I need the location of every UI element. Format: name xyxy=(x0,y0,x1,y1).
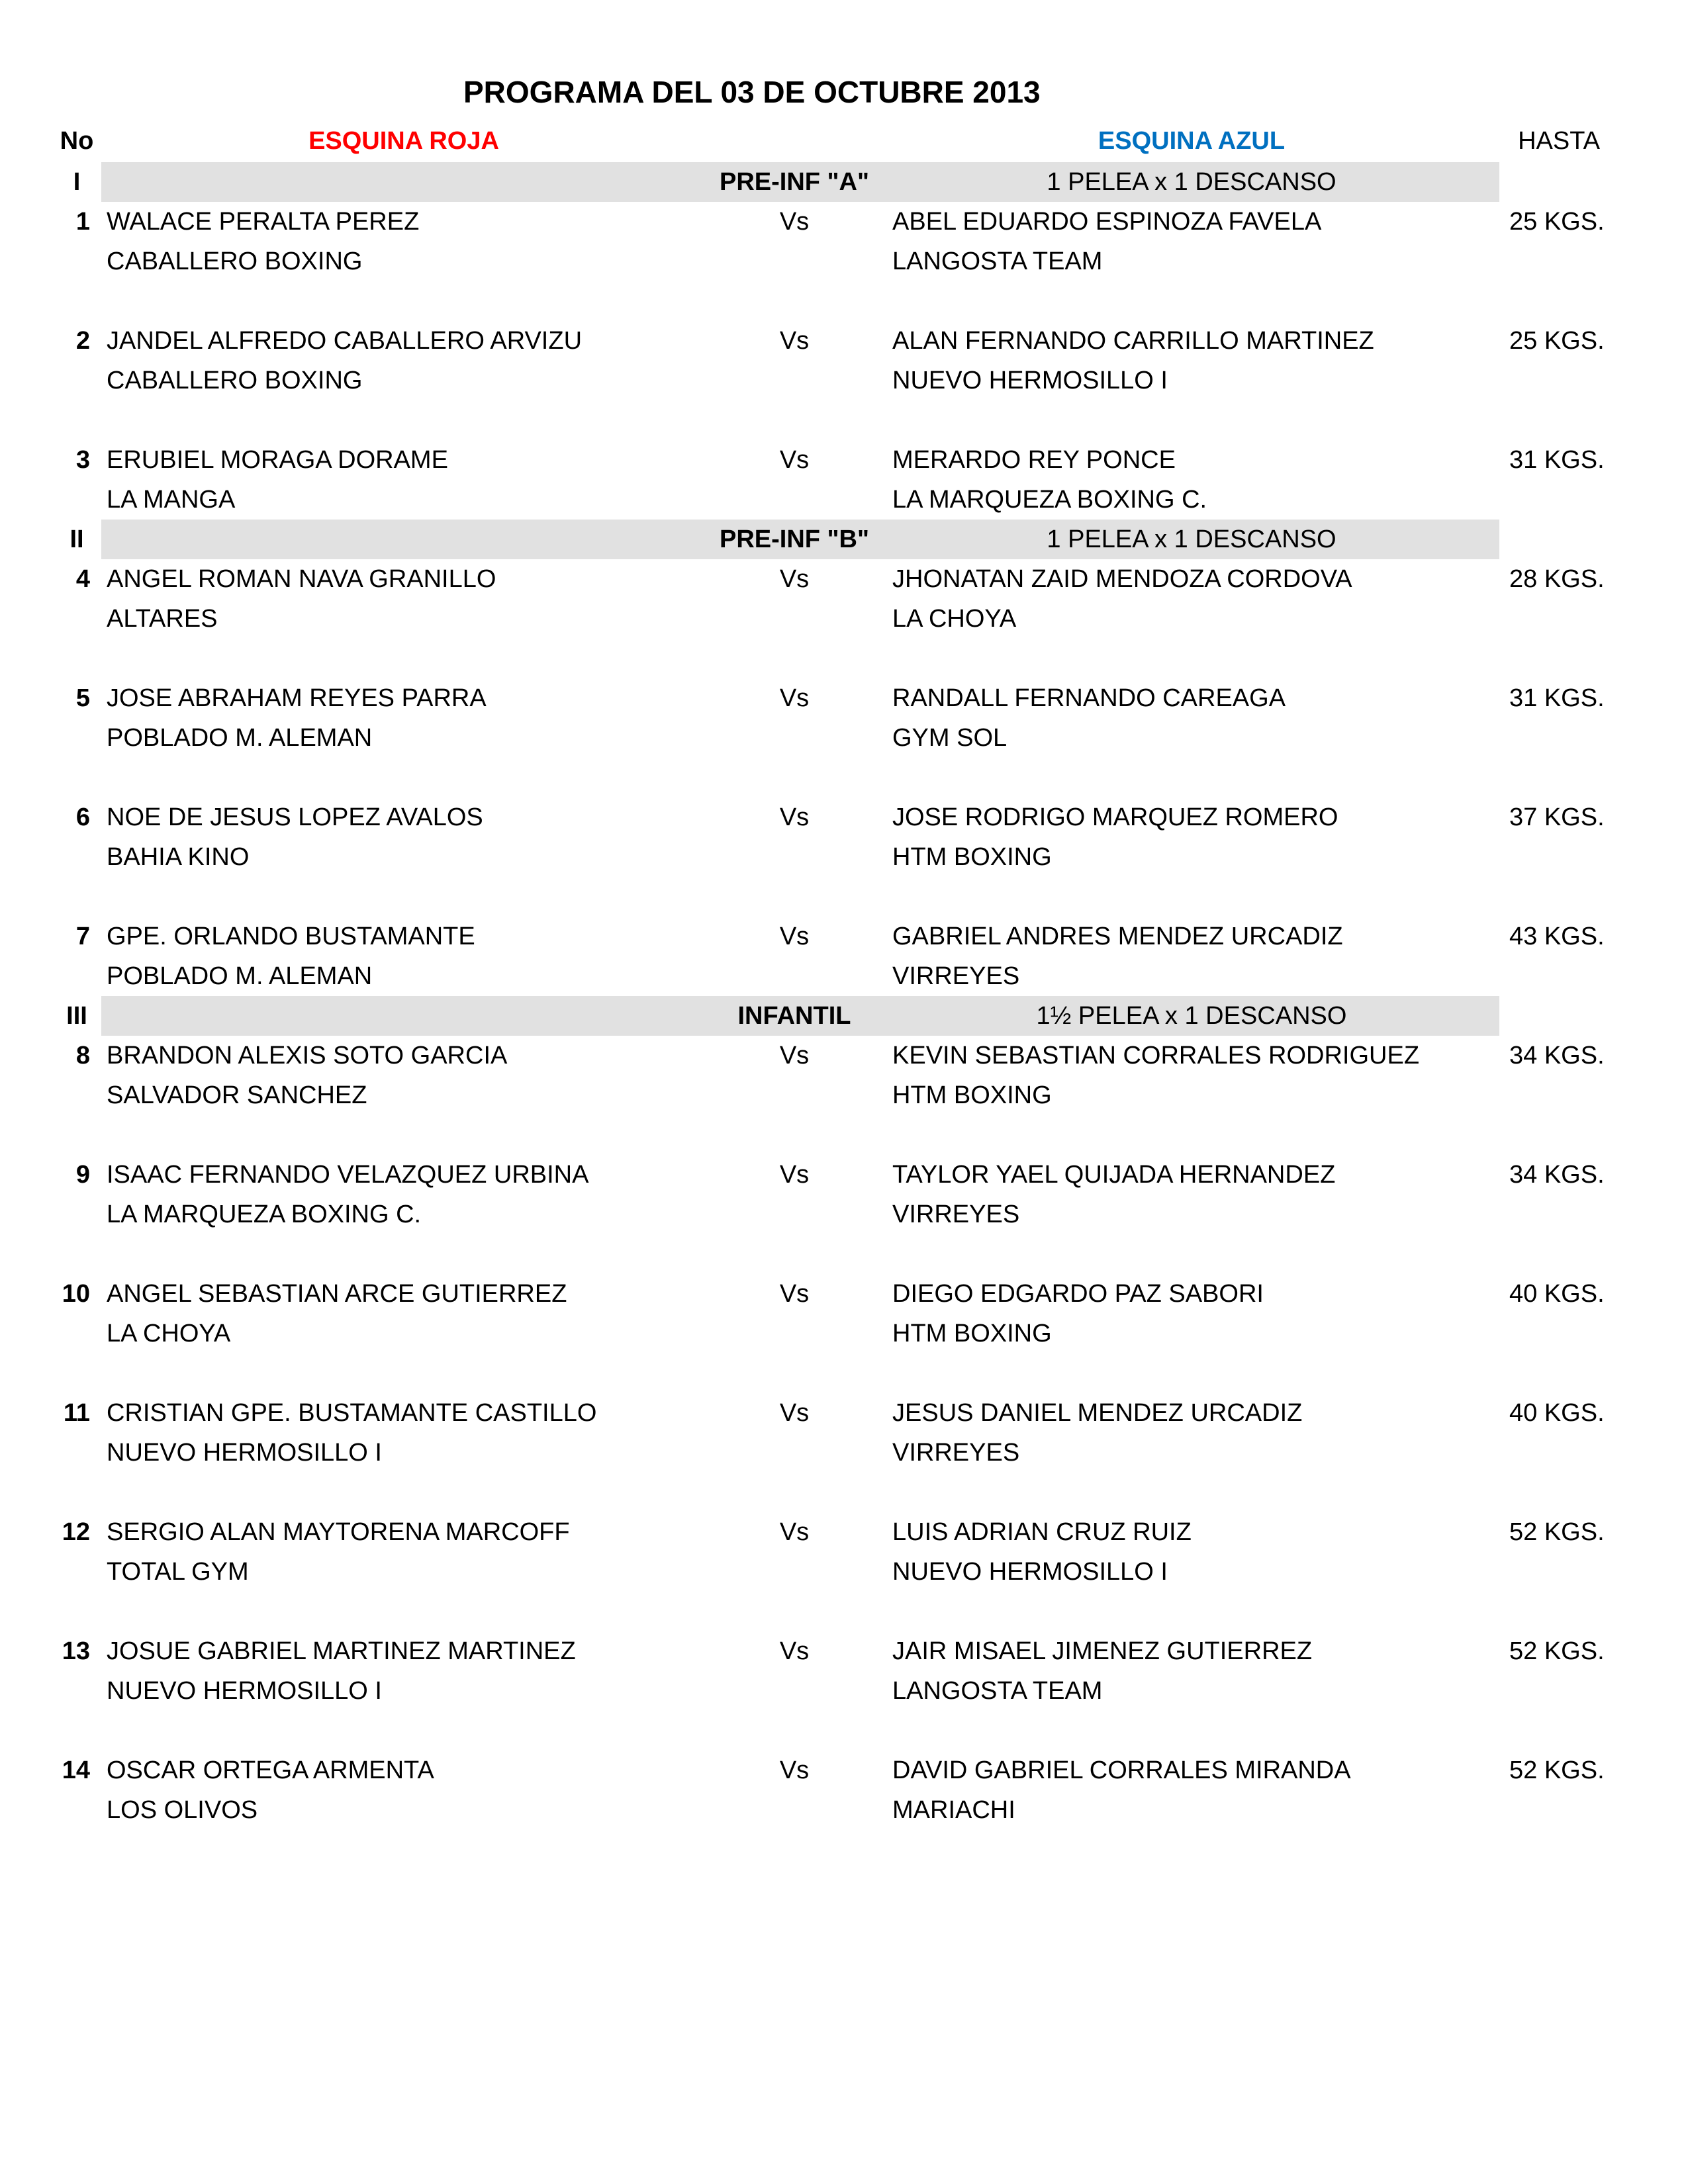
bout-number: 10 xyxy=(62,1280,90,1308)
weight-limit: 43 KGS. xyxy=(1509,923,1605,950)
header-until: HASTA xyxy=(1518,127,1600,155)
versus-label: Vs xyxy=(779,1280,810,1308)
category-rules: 1 PELEA x 1 DESCANSO xyxy=(1047,168,1336,196)
weight-limit: 52 KGS. xyxy=(1509,1756,1605,1784)
blue-boxer-team: LANGOSTA TEAM xyxy=(892,1677,1103,1705)
category-number: III xyxy=(66,1002,87,1030)
bout-row xyxy=(0,1751,1688,1830)
bout-row xyxy=(0,1274,1688,1353)
versus-label: Vs xyxy=(779,1161,810,1189)
bout-row xyxy=(0,440,1688,520)
weight-limit: 31 KGS. xyxy=(1509,684,1605,712)
category-number: I xyxy=(73,168,81,196)
red-boxer-name: GPE. ORLANDO BUSTAMANTE xyxy=(107,923,475,950)
bout-number: 7 xyxy=(75,923,90,950)
category-number: II xyxy=(70,525,84,553)
blue-boxer-name: DAVID GABRIEL CORRALES MIRANDA xyxy=(892,1756,1351,1784)
red-boxer-team: CABALLERO BOXING xyxy=(107,248,363,275)
red-boxer-name: CRISTIAN GPE. BUSTAMANTE CASTILLO xyxy=(107,1399,597,1427)
bout-row xyxy=(0,917,1688,996)
red-boxer-team: BAHIA KINO xyxy=(107,843,250,871)
bout-number: 4 xyxy=(75,565,90,593)
versus-label: Vs xyxy=(779,1518,810,1546)
red-boxer-name: ANGEL ROMAN NAVA GRANILLO xyxy=(107,565,496,593)
category-name: PRE-INF "A" xyxy=(719,168,870,196)
weight-limit: 37 KGS. xyxy=(1509,803,1605,831)
category-row xyxy=(0,162,1688,202)
weight-limit: 34 KGS. xyxy=(1509,1161,1605,1189)
red-boxer-team: NUEVO HERMOSILLO I xyxy=(107,1677,382,1705)
red-boxer-name: NOE DE JESUS LOPEZ AVALOS xyxy=(107,803,483,831)
red-boxer-name: ANGEL SEBASTIAN ARCE GUTIERREZ xyxy=(107,1280,567,1308)
weight-limit: 40 KGS. xyxy=(1509,1399,1605,1427)
red-boxer-team: NUEVO HERMOSILLO I xyxy=(107,1439,382,1467)
category-row xyxy=(0,520,1688,559)
bout-row xyxy=(0,1512,1688,1592)
bout-row xyxy=(0,1631,1688,1711)
blue-boxer-team: VIRREYES xyxy=(892,1201,1020,1228)
blue-boxer-team: MARIACHI xyxy=(892,1796,1015,1824)
bout-number: 11 xyxy=(63,1399,90,1427)
header-no: No xyxy=(60,127,94,155)
bout-number: 12 xyxy=(62,1518,90,1546)
bout-number: 6 xyxy=(75,803,90,831)
red-boxer-team: SALVADOR SANCHEZ xyxy=(107,1081,367,1109)
bout-row xyxy=(0,1155,1688,1234)
header-blue-corner: ESQUINA AZUL xyxy=(1098,127,1286,155)
red-boxer-team: LA MARQUEZA BOXING C. xyxy=(107,1201,422,1228)
red-boxer-team: LOS OLIVOS xyxy=(107,1796,258,1824)
bout-row xyxy=(0,202,1688,281)
weight-limit: 31 KGS. xyxy=(1509,446,1605,474)
red-boxer-name: JANDEL ALFREDO CABALLERO ARVIZU xyxy=(107,327,583,355)
blue-boxer-team: NUEVO HERMOSILLO I xyxy=(892,1558,1168,1586)
bout-row xyxy=(0,678,1688,758)
red-boxer-team: POBLADO M. ALEMAN xyxy=(107,962,373,990)
red-boxer-name: SERGIO ALAN MAYTORENA MARCOFF xyxy=(107,1518,570,1546)
bout-number: 2 xyxy=(75,327,90,355)
red-boxer-team: TOTAL GYM xyxy=(107,1558,249,1586)
category-row xyxy=(0,996,1688,1036)
red-boxer-name: WALACE PERALTA PEREZ xyxy=(107,208,420,236)
blue-boxer-team: VIRREYES xyxy=(892,962,1020,990)
weight-limit: 52 KGS. xyxy=(1509,1637,1605,1665)
red-boxer-name: ISAAC FERNANDO VELAZQUEZ URBINA xyxy=(107,1161,589,1189)
bout-number: 9 xyxy=(75,1161,90,1189)
weight-limit: 34 KGS. xyxy=(1509,1042,1605,1069)
bout-row xyxy=(0,1393,1688,1473)
category-name: INFANTIL xyxy=(737,1002,851,1030)
category-rules: 1½ PELEA x 1 DESCANSO xyxy=(1036,1002,1347,1030)
versus-label: Vs xyxy=(779,803,810,831)
blue-boxer-team: HTM BOXING xyxy=(892,843,1052,871)
blue-boxer-name: RANDALL FERNANDO CAREAGA xyxy=(892,684,1286,712)
red-boxer-name: JOSUE GABRIEL MARTINEZ MARTINEZ xyxy=(107,1637,576,1665)
blue-boxer-name: TAYLOR YAEL QUIJADA HERNANDEZ xyxy=(892,1161,1336,1189)
category-name: PRE-INF "B" xyxy=(719,525,870,553)
weight-limit: 25 KGS. xyxy=(1509,208,1605,236)
versus-label: Vs xyxy=(779,1042,810,1069)
versus-label: Vs xyxy=(779,565,810,593)
blue-boxer-team: HTM BOXING xyxy=(892,1320,1052,1347)
versus-label: Vs xyxy=(779,208,810,236)
bout-row xyxy=(0,797,1688,877)
blue-boxer-name: KEVIN SEBASTIAN CORRALES RODRIGUEZ xyxy=(892,1042,1420,1069)
red-boxer-team: POBLADO M. ALEMAN xyxy=(107,724,373,752)
blue-boxer-team: HTM BOXING xyxy=(892,1081,1052,1109)
versus-label: Vs xyxy=(779,1399,810,1427)
weight-limit: 40 KGS. xyxy=(1509,1280,1605,1308)
bout-number: 13 xyxy=(62,1637,90,1665)
red-boxer-name: BRANDON ALEXIS SOTO GARCIA xyxy=(107,1042,508,1069)
blue-boxer-name: GABRIEL ANDRES MENDEZ URCADIZ xyxy=(892,923,1343,950)
red-boxer-team: ALTARES xyxy=(107,605,218,633)
blue-boxer-name: ALAN FERNANDO CARRILLO MARTINEZ xyxy=(892,327,1374,355)
red-boxer-name: ERUBIEL MORAGA DORAME xyxy=(107,446,448,474)
red-boxer-name: OSCAR ORTEGA ARMENTA xyxy=(107,1756,434,1784)
header-red-corner: ESQUINA ROJA xyxy=(308,127,499,155)
blue-boxer-name: JOSE RODRIGO MARQUEZ ROMERO xyxy=(892,803,1338,831)
weight-limit: 28 KGS. xyxy=(1509,565,1605,593)
versus-label: Vs xyxy=(779,1756,810,1784)
weight-limit: 25 KGS. xyxy=(1509,327,1605,355)
blue-boxer-name: LUIS ADRIAN CRUZ RUIZ xyxy=(892,1518,1192,1546)
versus-label: Vs xyxy=(779,1637,810,1665)
bout-row xyxy=(0,559,1688,639)
versus-label: Vs xyxy=(779,446,810,474)
blue-boxer-team: LANGOSTA TEAM xyxy=(892,248,1103,275)
versus-label: Vs xyxy=(779,923,810,950)
blue-boxer-team: GYM SOL xyxy=(892,724,1008,752)
blue-boxer-name: JAIR MISAEL JIMENEZ GUTIERREZ xyxy=(892,1637,1313,1665)
blue-boxer-name: JHONATAN ZAID MENDOZA CORDOVA xyxy=(892,565,1352,593)
red-boxer-name: JOSE ABRAHAM REYES PARRA xyxy=(107,684,487,712)
bout-row xyxy=(0,321,1688,400)
blue-boxer-team: LA MARQUEZA BOXING C. xyxy=(892,486,1207,514)
bout-row xyxy=(0,1036,1688,1115)
bout-number: 5 xyxy=(75,684,90,712)
blue-boxer-name: ABEL EDUARDO ESPINOZA FAVELA xyxy=(892,208,1322,236)
red-boxer-team: CABALLERO BOXING xyxy=(107,367,363,394)
versus-label: Vs xyxy=(779,684,810,712)
weight-limit: 52 KGS. xyxy=(1509,1518,1605,1546)
page-title: PROGRAMA DEL 03 DE OCTUBRE 2013 xyxy=(463,75,1041,109)
blue-boxer-team: NUEVO HERMOSILLO I xyxy=(892,367,1168,394)
blue-boxer-team: VIRREYES xyxy=(892,1439,1020,1467)
bout-number: 14 xyxy=(62,1756,90,1784)
blue-boxer-name: DIEGO EDGARDO PAZ SABORI xyxy=(892,1280,1264,1308)
blue-boxer-team: LA CHOYA xyxy=(892,605,1017,633)
blue-boxer-name: JESUS DANIEL MENDEZ URCADIZ xyxy=(892,1399,1303,1427)
bout-number: 1 xyxy=(75,208,90,236)
blue-boxer-name: MERARDO REY PONCE xyxy=(892,446,1176,474)
red-boxer-team: LA CHOYA xyxy=(107,1320,231,1347)
bout-number: 8 xyxy=(75,1042,90,1069)
red-boxer-team: LA MANGA xyxy=(107,486,236,514)
bout-number: 3 xyxy=(75,446,90,474)
versus-label: Vs xyxy=(779,327,810,355)
category-rules: 1 PELEA x 1 DESCANSO xyxy=(1047,525,1336,553)
